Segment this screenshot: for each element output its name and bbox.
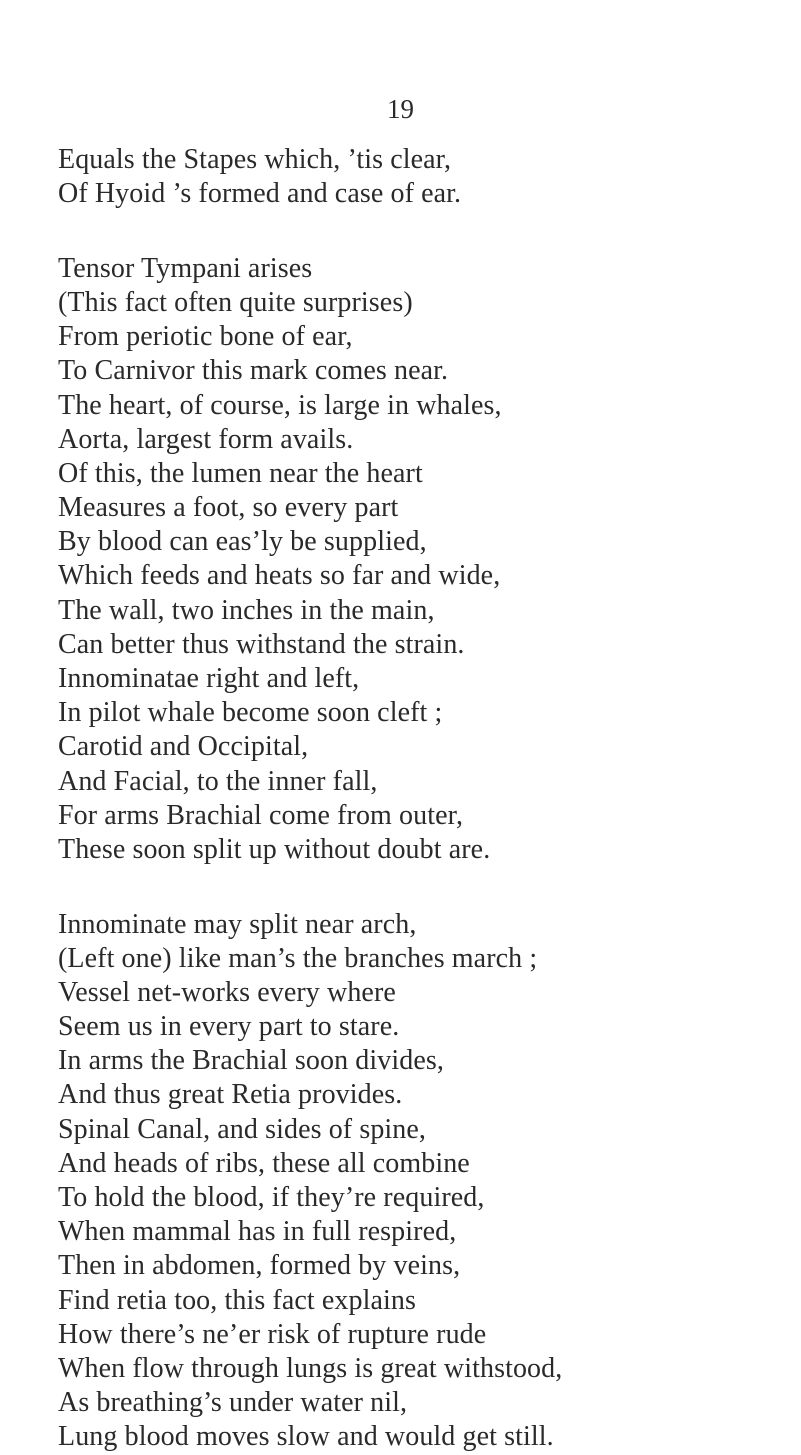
poem-line: In arms the Brachial soon divides, bbox=[58, 1045, 444, 1077]
poem-line: And thus great Retia provides. bbox=[58, 1079, 403, 1111]
poem-line: (Left one) like man’s the branches march ; bbox=[58, 942, 538, 974]
poem-line: And heads of ribs, these all combine bbox=[58, 1147, 470, 1179]
poem-line: Vessel net-works every where bbox=[58, 976, 396, 1008]
poem-line: Aorta, largest form avails. bbox=[58, 423, 354, 455]
poem-line: Of this, the lumen near the heart bbox=[58, 457, 423, 489]
poem-line: Innominatae right and left, bbox=[58, 663, 360, 695]
poem-line: (This fact often quite surprises) bbox=[58, 286, 413, 318]
poem-body bbox=[58, 143, 793, 1455]
poem-line: Carotid and Occipital, bbox=[58, 731, 309, 763]
poem-line: The heart, of course, is large in whales, bbox=[58, 389, 502, 421]
poem-line: For arms Brachial come from outer, bbox=[58, 799, 464, 831]
poem-line: These soon split up without doubt are. bbox=[58, 833, 491, 865]
poem-line: Equals the Stapes which, ’tis clear, bbox=[58, 144, 452, 175]
poem-line: Of Hyoid ’s formed and case of ear. bbox=[58, 178, 462, 210]
poem-line: When mammal has in full respired, bbox=[58, 1216, 457, 1248]
poem-line: How there’s ne’er risk of rupture rude bbox=[58, 1318, 487, 1350]
poem-line: Spinal Canal, and sides of spine, bbox=[58, 1113, 427, 1145]
poem-line: To Carnivor this mark comes near. bbox=[58, 355, 449, 387]
poem-line: When flow through lungs is great withstood, bbox=[58, 1352, 563, 1384]
poem-line: Find retia too, this fact explains bbox=[58, 1284, 416, 1316]
stanza bbox=[58, 252, 793, 867]
poem-line: The wall, two inches in the main, bbox=[58, 594, 435, 626]
poem-line: Innominate may split near arch, bbox=[58, 908, 417, 940]
poem-line: In pilot whale become soon cleft ; bbox=[58, 697, 443, 729]
poem-line: As breathing’s under water nil, bbox=[58, 1387, 408, 1419]
poem-line: Which feeds and heats so far and wide, bbox=[58, 560, 501, 592]
poem-line: To hold the blood, if they’re required, bbox=[58, 1182, 485, 1214]
poem-line: Tensor Tympani arises bbox=[58, 252, 313, 284]
stanza bbox=[58, 908, 793, 1455]
poem-line: And Facial, to the inner fall, bbox=[58, 765, 378, 797]
poem-line: Can better thus withstand the strain. bbox=[58, 628, 465, 660]
poem-line: Lung blood moves slow and would get still. bbox=[58, 1421, 554, 1453]
poem-line: From periotic bone of ear, bbox=[58, 321, 353, 353]
page-number: 19 bbox=[387, 94, 414, 124]
poem-line: By blood can eas’ly be supplied, bbox=[58, 526, 427, 558]
stanza bbox=[58, 143, 793, 211]
poem-line: Then in abdomen, formed by veins, bbox=[58, 1250, 461, 1282]
poem-line: Seem us in every part to stare. bbox=[58, 1011, 400, 1043]
poem-line: Measures a foot, so every part bbox=[58, 492, 399, 524]
